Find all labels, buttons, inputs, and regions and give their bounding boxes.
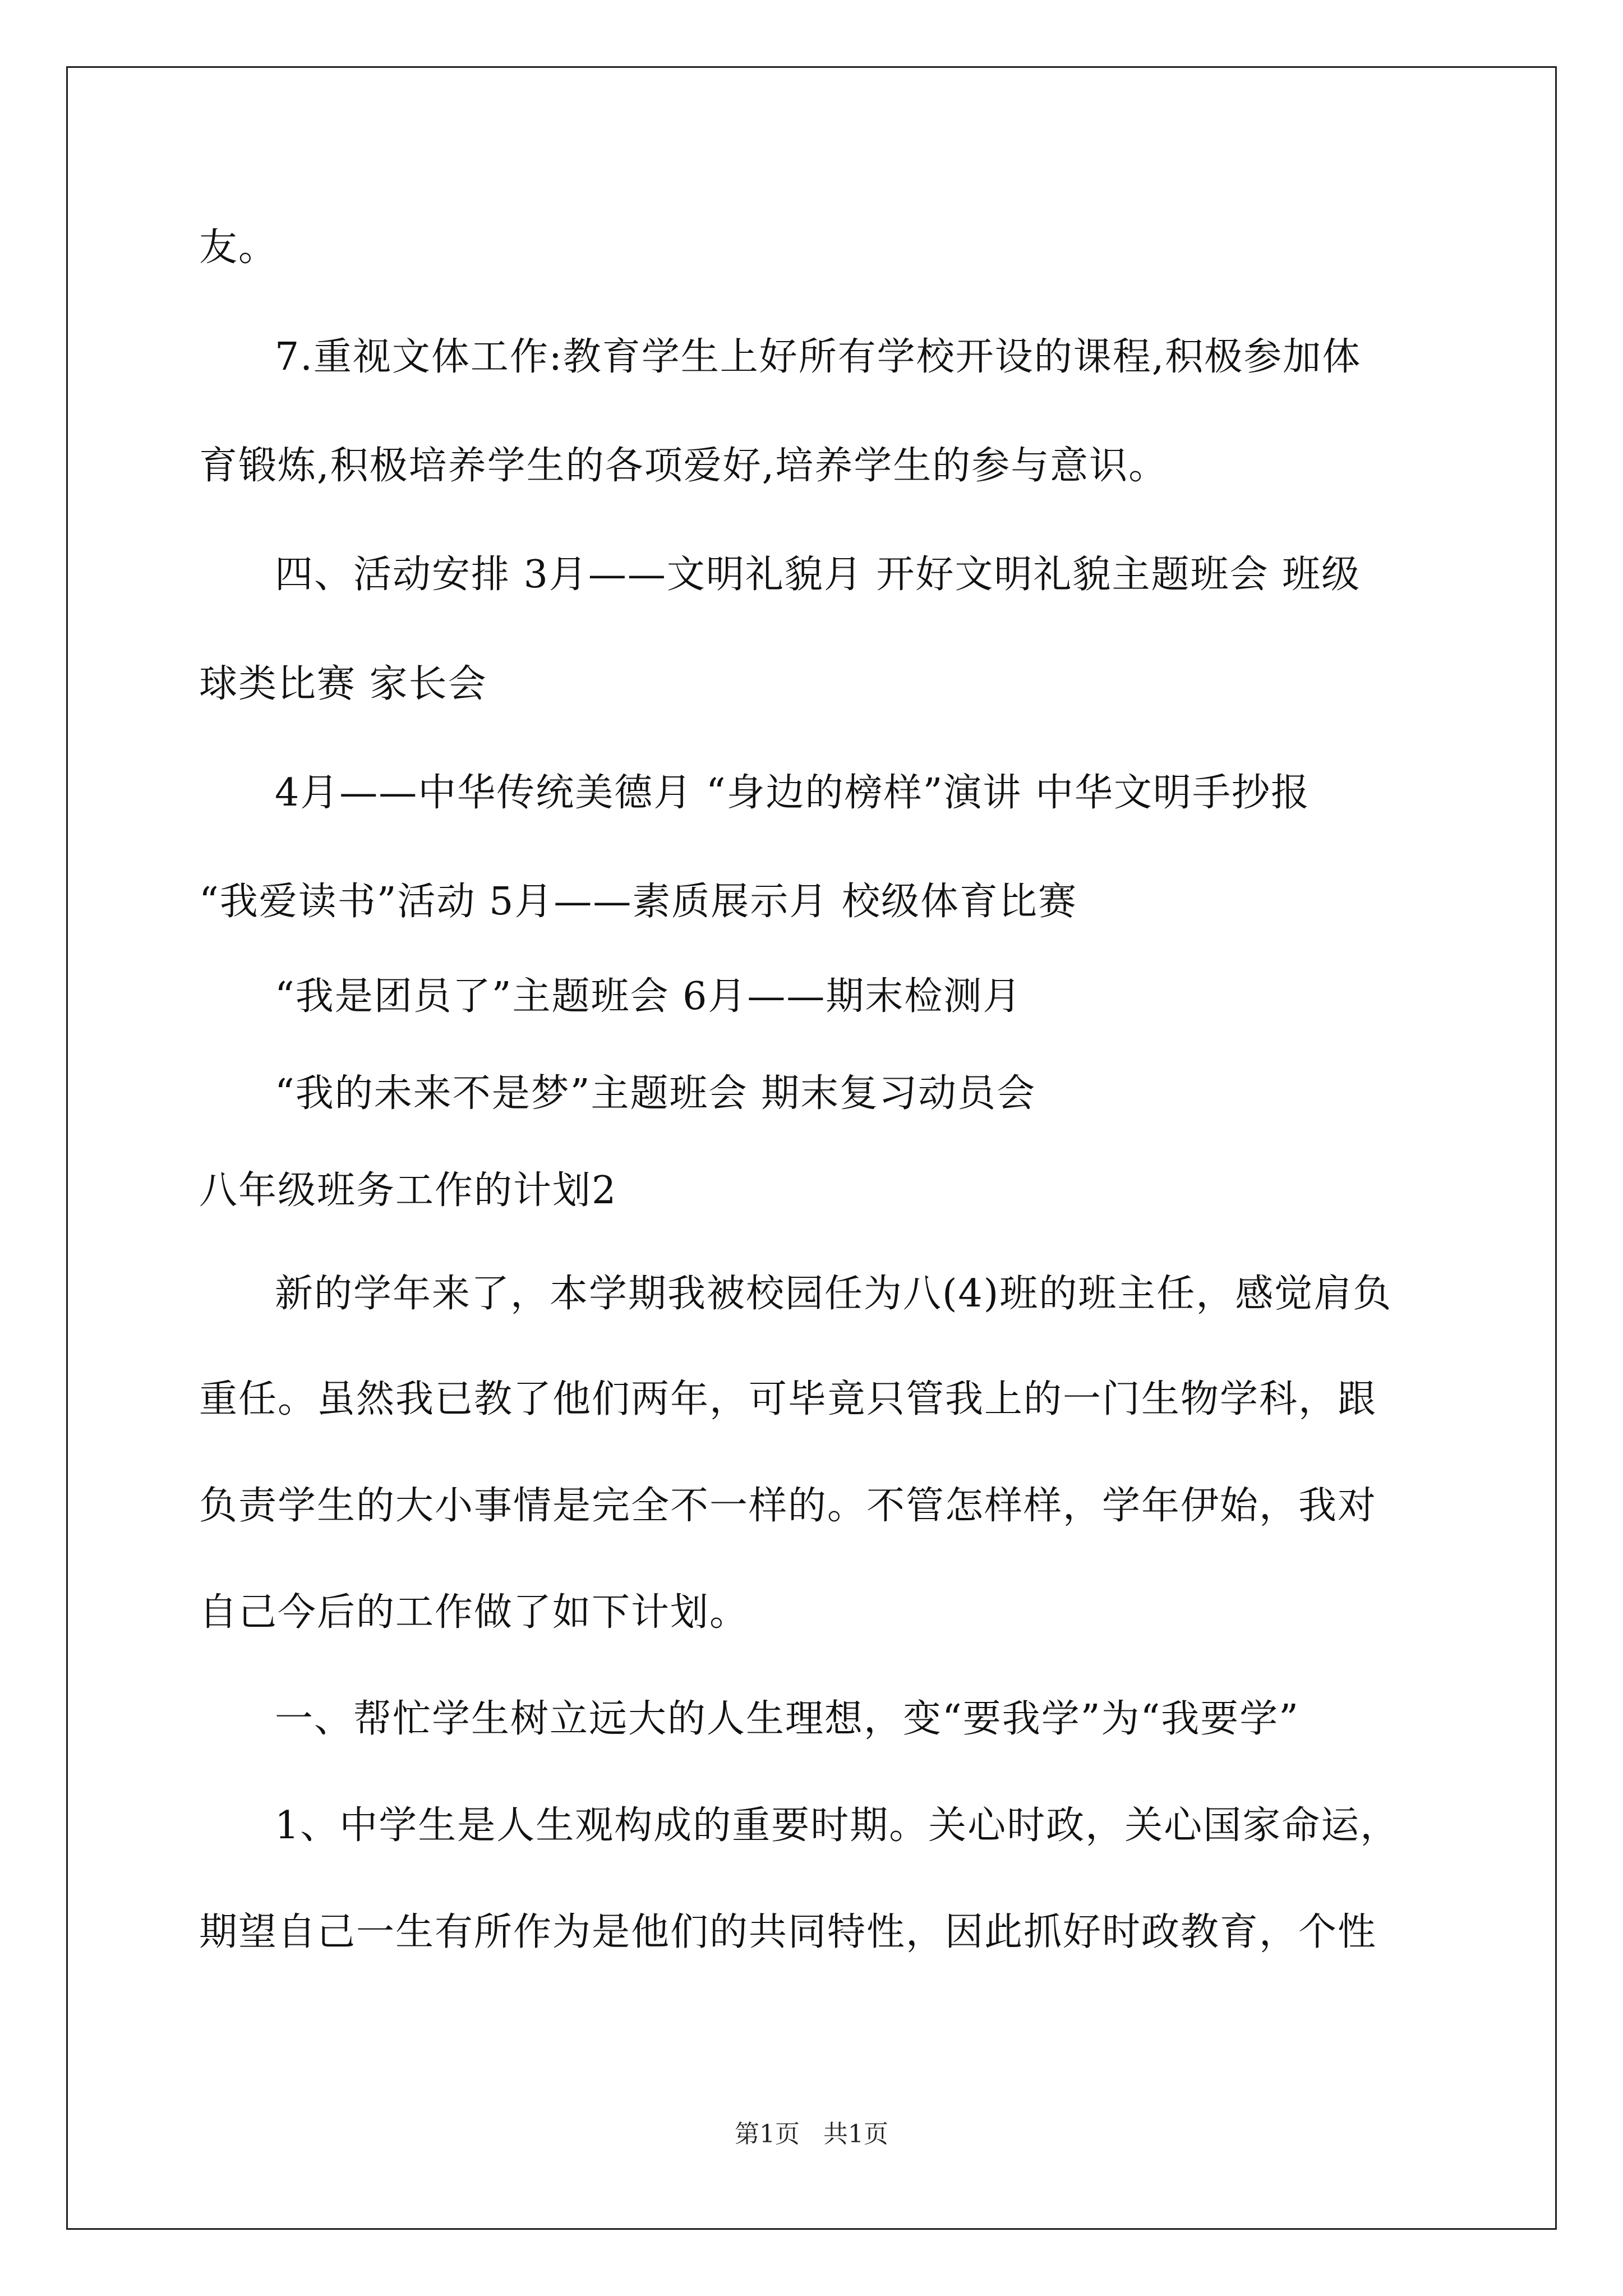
text-line-9: “我的未来不是梦”主题班会 期末复习动员会: [275, 1071, 1036, 1116]
text-line-3: 育锻炼,积极培养学生的各项爱好,培养学生的参与意识。: [199, 444, 1168, 488]
text-line-14: 自己今后的工作做了如下计划。: [199, 1590, 749, 1635]
section-heading: 八年级班务工作的计划2: [199, 1168, 617, 1213]
text-line-15: 一、帮忙学生树立远大的人生理想，变“要我学”为“我要学”: [275, 1697, 1300, 1741]
text-line-5: 球类比赛 家长会: [199, 662, 487, 706]
text-line-12: 重任。虽然我已教了他们两年，可毕竟只管我上的一门生物学科，跟: [199, 1377, 1377, 1421]
text-line-17: 期望自己一生有所作为是他们的共同特性，因此抓好时政教育，个性: [199, 1910, 1377, 1954]
text-line-1: 友。: [199, 226, 278, 270]
text-line-11: 新的学年来了，本学期我被校园任为八(4)班的班主任，感觉肩负: [275, 1272, 1393, 1316]
text-line-2: 7.重视文体工作:教育学生上好所有学校开设的课程,积极参加体: [275, 335, 1362, 379]
page-border: [66, 66, 1557, 2230]
text-line-6: 4月——中华传统美德月 “身边的榜样”演讲 中华文明手抄报: [275, 771, 1311, 815]
text-line-8: “我是团员了”主题班会 6月——期末检测月: [275, 974, 1022, 1019]
text-line-13: 负责学生的大小事情是完全不一样的。不管怎样样，学年伊始，我对: [199, 1484, 1377, 1528]
text-line-4: 四、活动安排 3月——文明礼貌月 开好文明礼貌主题班会 班级: [275, 553, 1361, 597]
text-line-16: 1、中学生是人生观构成的重要时期。关心时政，关心国家命运，: [275, 1803, 1400, 1848]
text-line-7: “我爱读书”活动 5月——素质展示月 校级体育比赛: [199, 880, 1078, 924]
page-footer: 第1页 共1页: [735, 2120, 888, 2148]
